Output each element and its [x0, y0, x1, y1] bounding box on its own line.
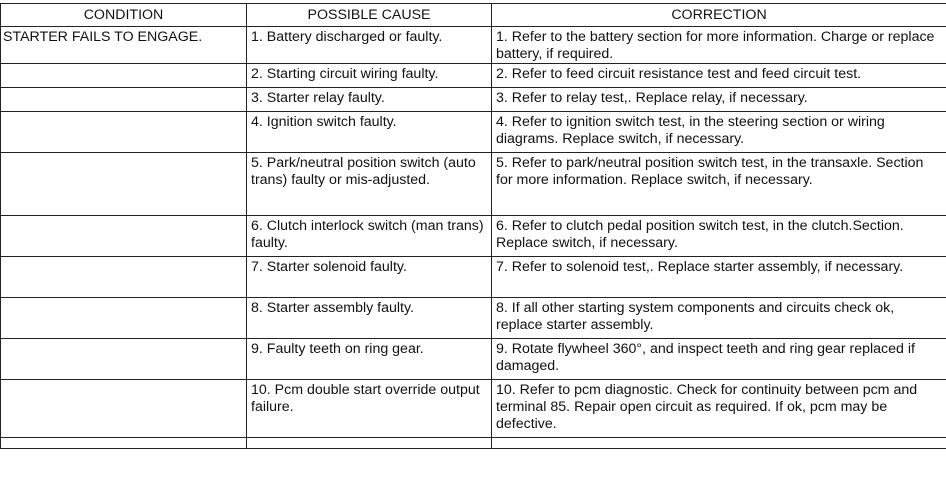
empty-cell — [247, 438, 492, 449]
condition-cell — [1, 298, 247, 339]
table-row-continuation — [1, 438, 946, 449]
condition-cell — [1, 64, 247, 88]
header-correction: CORRECTION — [492, 4, 946, 27]
table-row — [1, 216, 946, 257]
correction-cell: 7. Refer to solenoid test,. Replace starter assembly, if necessary. — [492, 257, 946, 298]
empty-cell — [1, 438, 247, 449]
correction-cell: 4. Refer to ignition switch test, in the steering section or wiring diagrams. Replace switch, if necessary. — [492, 112, 946, 153]
correction-cell: 9. Rotate flywheel 360°, and inspect teeth and ring gear replaced if damaged. — [492, 339, 946, 380]
table-row — [1, 153, 946, 216]
correction-cell: 5. Refer to park/neutral position switch test, in the transaxle. Section for more information. Replace switch, if necessary. — [492, 153, 946, 216]
correction-cell: 2. Refer to feed circuit resistance test and feed circuit test. — [492, 64, 946, 88]
table-row — [1, 64, 946, 88]
cause-cell: 6. Clutch interlock switch (man trans) faulty. — [247, 216, 492, 257]
table-row — [1, 88, 946, 112]
table-row — [1, 112, 946, 153]
condition-cell — [1, 153, 247, 216]
table-row — [1, 257, 946, 298]
condition-cell — [1, 216, 247, 257]
empty-cell — [492, 438, 946, 449]
table-row — [1, 27, 946, 64]
cause-cell: 4. Ignition switch faulty. — [247, 112, 492, 153]
correction-cell: 8. If all other starting system components and circuits check ok, replace starter assembly. — [492, 298, 946, 339]
cause-cell: 2. Starting circuit wiring faulty. — [247, 64, 492, 88]
condition-cell — [1, 380, 247, 438]
condition-cell — [1, 112, 247, 153]
table-row — [1, 339, 946, 380]
cause-cell: 8. Starter assembly faulty. — [247, 298, 492, 339]
condition-cell: STARTER FAILS TO ENGAGE. — [1, 27, 247, 64]
cause-cell: 5. Park/neutral position switch (auto trans) faulty or mis-adjusted. — [247, 153, 492, 216]
cause-cell: 10. Pcm double start override output failure. — [247, 380, 492, 438]
header-row — [1, 4, 946, 27]
correction-cell: 3. Refer to relay test,. Replace relay, if necessary. — [492, 88, 946, 112]
diagnosis-table — [0, 3, 946, 449]
cause-cell: 1. Battery discharged or faulty. — [247, 27, 492, 64]
table-row — [1, 380, 946, 438]
correction-cell: 1. Refer to the battery section for more information. Charge or replace battery, if required. — [492, 27, 946, 64]
condition-cell — [1, 88, 247, 112]
correction-cell: 6. Refer to clutch pedal position switch test, in the clutch.Section. Replace switch, if necessary. — [492, 216, 946, 257]
table-row — [1, 298, 946, 339]
header-condition: CONDITION — [1, 4, 247, 27]
condition-cell — [1, 257, 247, 298]
correction-cell: 10. Refer to pcm diagnostic. Check for continuity between pcm and terminal 85. Repair open circuit as required. If ok, pcm may be defective. — [492, 380, 946, 438]
cause-cell: 3. Starter relay faulty. — [247, 88, 492, 112]
condition-cell — [1, 339, 247, 380]
cause-cell: 9. Faulty teeth on ring gear. — [247, 339, 492, 380]
header-possible-cause: POSSIBLE CAUSE — [247, 4, 492, 27]
cause-cell: 7. Starter solenoid faulty. — [247, 257, 492, 298]
